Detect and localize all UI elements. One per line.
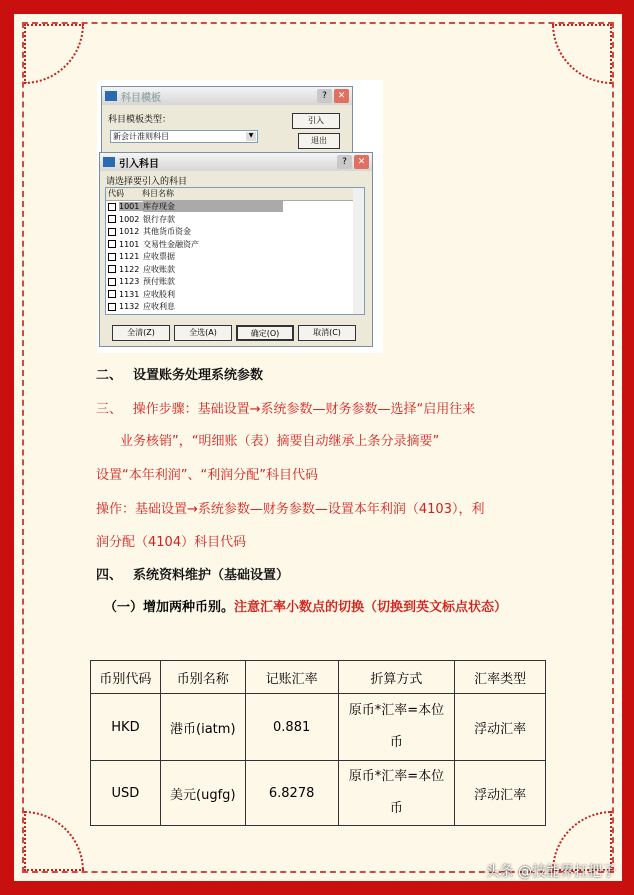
account-name: 其他货币资金	[143, 227, 191, 237]
account-code: 1001	[119, 202, 143, 211]
column-header: 汇率类型	[455, 661, 546, 694]
close-icon[interactable]: ✕	[354, 155, 369, 169]
table-cell: 浮动汇率	[455, 761, 546, 826]
chevron-down-icon: ▼	[246, 132, 256, 141]
operation-text-cont: 润分配（4104）科目代码	[96, 535, 247, 550]
app-logo-icon	[103, 157, 115, 167]
checkbox[interactable]	[108, 253, 116, 261]
list-item[interactable]	[106, 288, 364, 301]
table-cell: 浮动汇率	[455, 694, 546, 761]
checkbox[interactable]	[108, 203, 116, 211]
import-dialog	[99, 152, 373, 347]
help-icon[interactable]: ?	[337, 155, 352, 169]
checkbox[interactable]	[108, 290, 116, 298]
list-header	[106, 188, 364, 201]
list-item[interactable]	[106, 263, 364, 276]
close-icon[interactable]: ✕	[334, 89, 349, 103]
subsection-title: （一）增加两种币别。	[104, 600, 235, 615]
account-code: 1132	[119, 302, 140, 312]
table-cell: USD	[91, 761, 161, 826]
cancel-button[interactable]: 取消(C)	[298, 325, 356, 341]
list-item[interactable]	[106, 213, 364, 226]
watermark: 头条 @技能界扛把子	[485, 864, 616, 880]
list-item[interactable]	[106, 226, 364, 239]
title-bar	[102, 87, 352, 105]
account-code: 1002	[119, 214, 140, 224]
list-item[interactable]	[106, 238, 364, 251]
select-value: 新会计准则科目	[113, 132, 169, 141]
screenshot-image	[97, 80, 383, 353]
template-select[interactable]	[110, 130, 258, 143]
column-header-code[interactable]: 代码	[108, 189, 124, 199]
scrollbar[interactable]	[353, 188, 364, 314]
list-item[interactable]	[106, 201, 364, 214]
account-code: 1131	[119, 289, 140, 299]
table-cell: 原币*汇率=本位币	[338, 694, 455, 761]
dialog-title: 科目模板	[121, 92, 161, 104]
title-bar	[100, 153, 372, 171]
table-cell: 0.881	[245, 694, 338, 761]
column-header: 币别名称	[160, 661, 245, 694]
section-heading-4: 四、 系统资料维护（基础设置）	[96, 568, 290, 583]
subsection-heading	[104, 598, 507, 618]
dialog-title: 引入科目	[119, 158, 159, 170]
checkbox[interactable]	[108, 215, 116, 223]
checkbox[interactable]	[108, 265, 116, 273]
operation-text: 操作：基础设置→系统参数—财务参数—设置本年利润（4103），利	[96, 502, 485, 517]
account-name: 应收利息	[143, 302, 175, 312]
list-item[interactable]	[106, 251, 364, 264]
checkbox[interactable]	[108, 303, 116, 311]
ok-button[interactable]: 确定(O)	[236, 325, 294, 341]
app-logo-icon	[105, 91, 117, 101]
account-name: 应收股利	[143, 289, 175, 299]
table-cell: 美元(ugfg)	[160, 761, 245, 826]
import-button[interactable]: 引入	[292, 113, 340, 129]
type-label: 科目模板类型：	[108, 115, 172, 125]
clear-all-button[interactable]: 全清(Z)	[112, 325, 170, 341]
subsection-note: 注意汇率小数点的切换（切换到英文标点状态）	[234, 600, 508, 615]
table-cell: 港币(iatm)	[160, 694, 245, 761]
list-item[interactable]	[106, 276, 364, 289]
help-icon[interactable]: ?	[317, 89, 332, 103]
account-code: 1012	[119, 227, 140, 237]
table-row	[91, 761, 546, 826]
exit-button[interactable]: 退出	[298, 133, 340, 149]
checkbox[interactable]	[108, 228, 116, 236]
prompt-label: 请选择要引入的科目	[106, 177, 188, 187]
column-header: 折算方式	[338, 661, 455, 694]
table-cell: 原币*汇率=本位币	[338, 761, 455, 826]
checkbox[interactable]	[108, 278, 116, 286]
account-name: 应收账款	[143, 264, 175, 274]
account-name: 预付账款	[143, 277, 175, 287]
account-code: 1122	[119, 264, 140, 274]
table-cell: HKD	[91, 694, 161, 761]
section-3-text: 三、 操作步骤：基础设置→系统参数—财务参数—选择“启用往来	[96, 402, 476, 417]
account-name: 应收票据	[143, 252, 175, 262]
table-row	[91, 694, 546, 761]
account-code: 1123	[119, 277, 140, 287]
section-3-text-cont: 业务核销”，“明细账（表）摘要自动继承上条分录摘要”	[120, 434, 440, 449]
account-list	[105, 187, 365, 315]
account-name: 银行存款	[143, 214, 175, 224]
account-name: 交易性金融资产	[143, 239, 199, 249]
account-code: 1121	[119, 252, 140, 262]
account-name: 库存现金	[143, 201, 283, 212]
column-header-name[interactable]: 科目名称	[142, 189, 174, 199]
checkbox[interactable]	[108, 240, 116, 248]
list-item[interactable]	[106, 301, 364, 314]
column-header: 记账汇率	[245, 661, 338, 694]
column-header: 币别代码	[91, 661, 161, 694]
currency-table	[90, 660, 546, 826]
set-codes-text: 设置“本年利润”、“利润分配”科目代码	[96, 468, 318, 483]
section-heading-2: 二、 设置账务处理系统参数	[96, 368, 264, 383]
table-cell: 6.8278	[245, 761, 338, 826]
select-all-button[interactable]: 全选(A)	[174, 325, 232, 341]
account-code: 1101	[119, 239, 140, 249]
